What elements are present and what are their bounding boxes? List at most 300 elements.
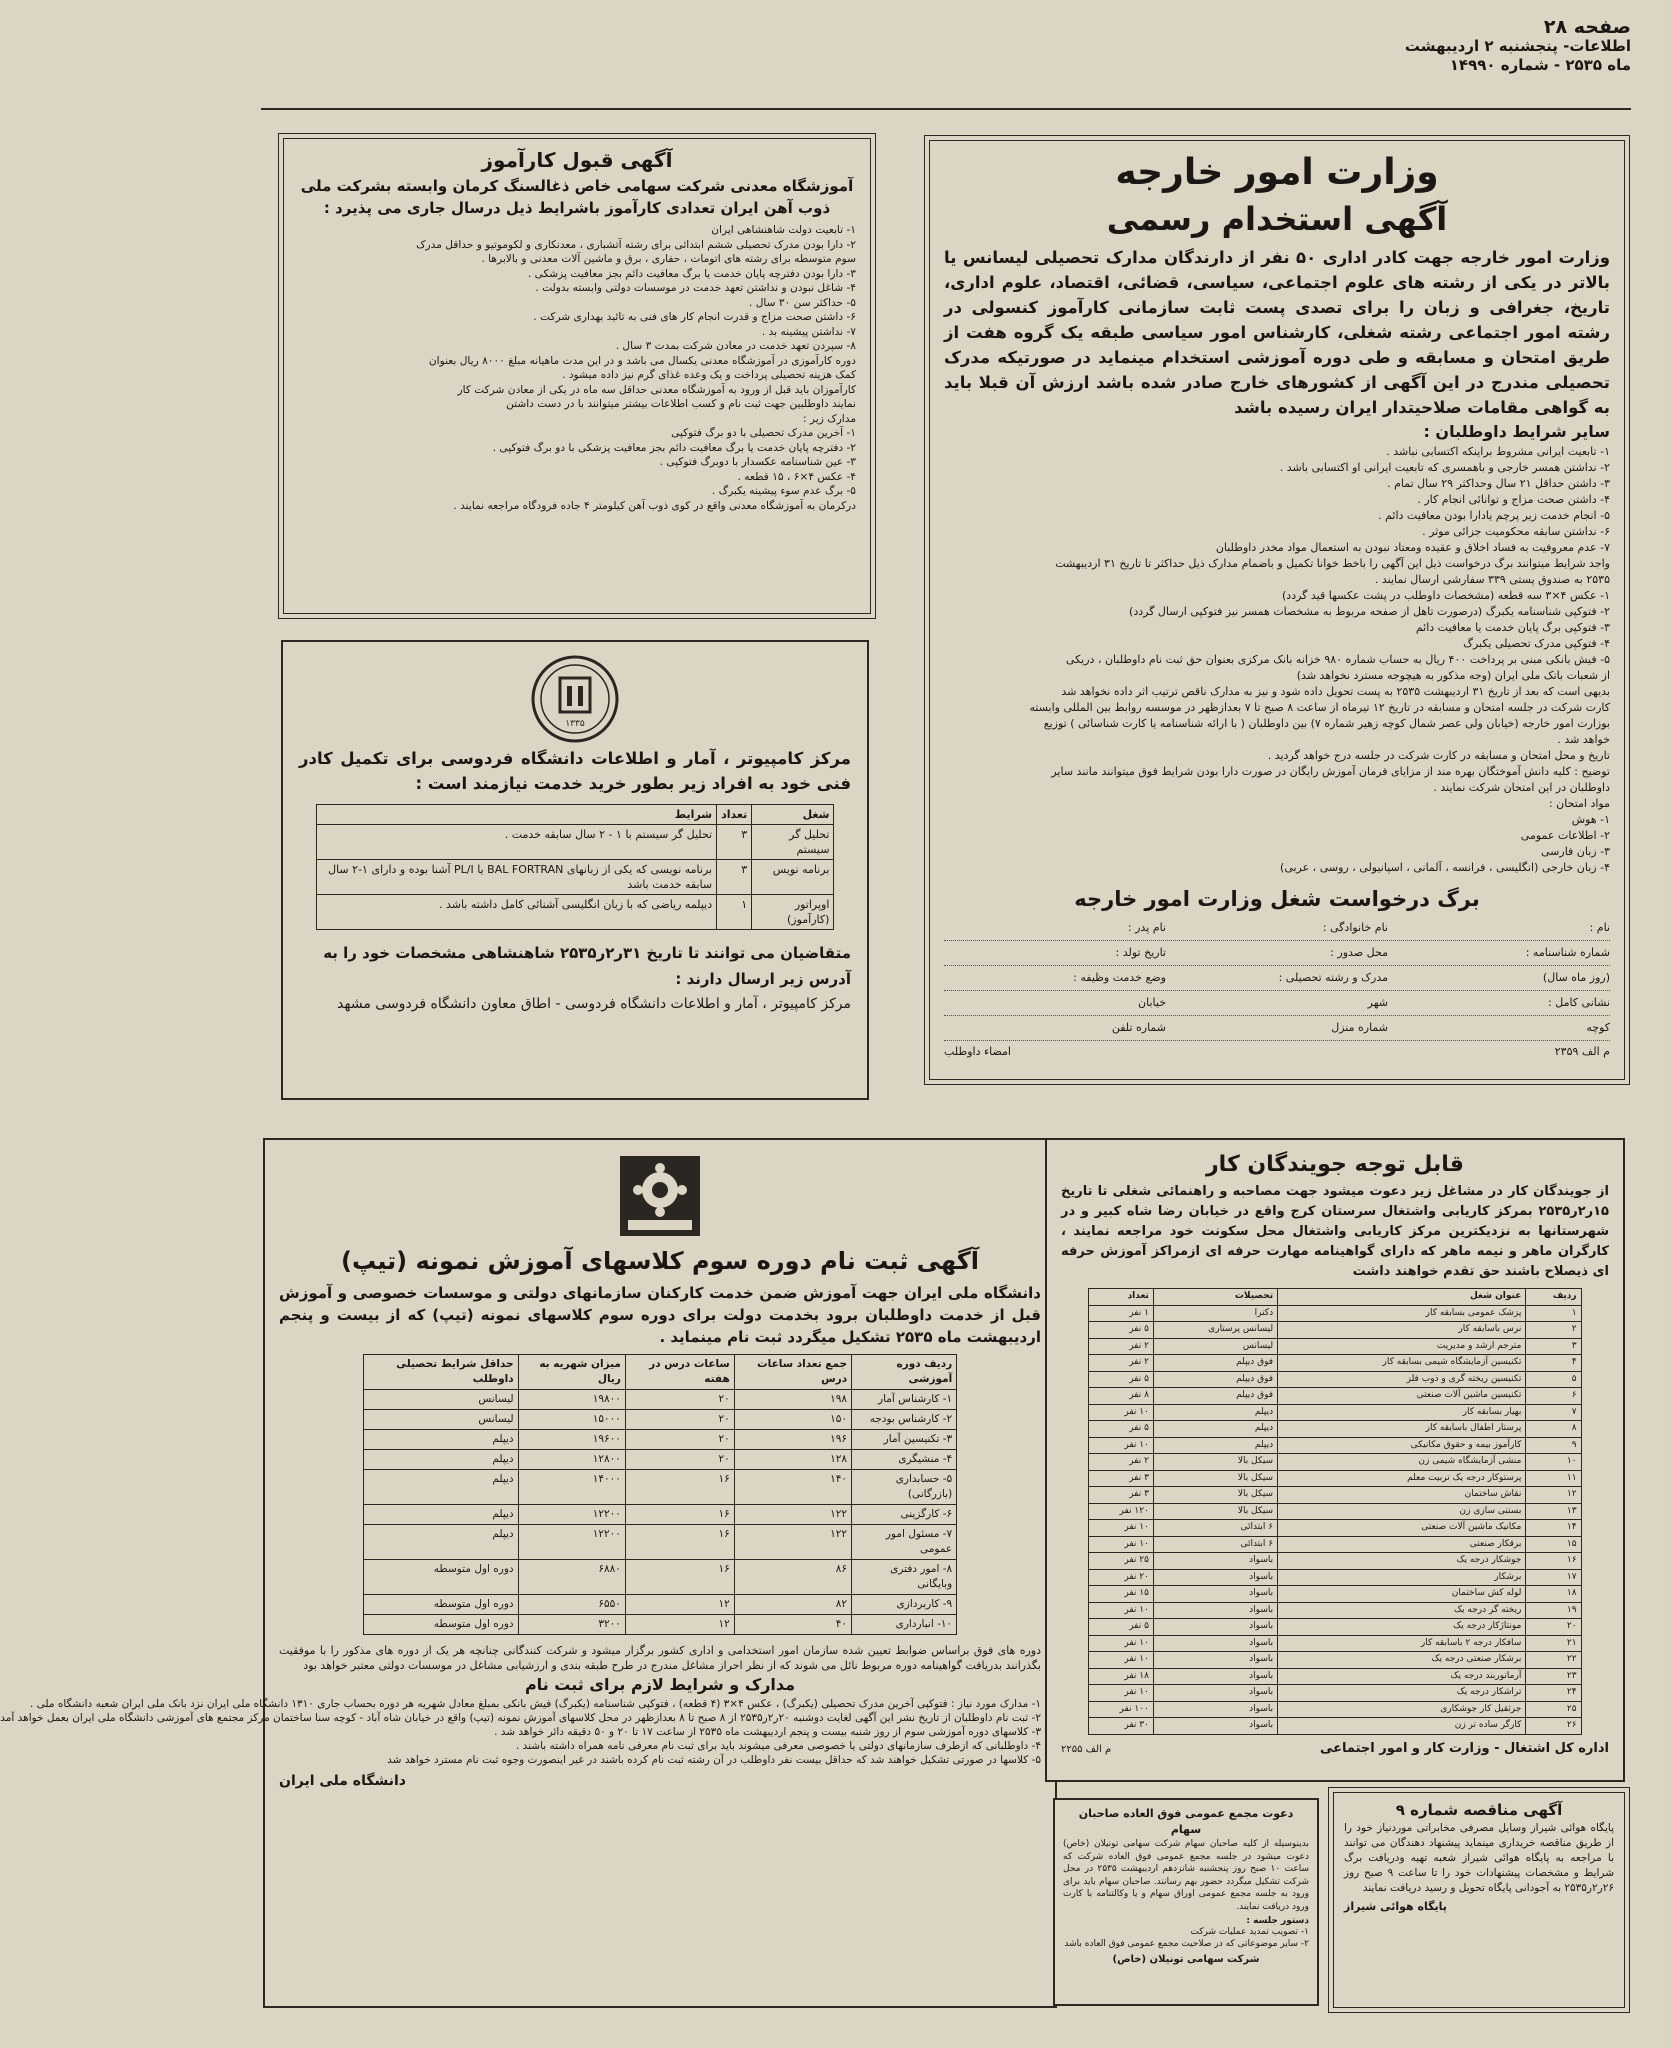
form-field-label: مدرک و رشته تحصیلی : xyxy=(1278,971,1388,984)
table-header-cell: میزان شهریه به ریال xyxy=(518,1355,625,1390)
moe-form-title: برگ درخواست شغل وزارت امور خارجه xyxy=(1074,887,1480,911)
form-row xyxy=(944,966,1610,991)
national-university-ad xyxy=(0,1138,1057,2008)
table-cell: باسواد xyxy=(1153,1685,1277,1702)
apprentice-line: دوره کارآموزی در آموزشگاه معدنی یکسال می باشد و در این مدت ماهیانه مبلغ ۸۰۰۰ ریال بعنوان xyxy=(428,354,856,367)
moe-subtitle: آگهی استخدام رسمی xyxy=(1106,200,1448,238)
table-cell: ۱۸ نفر xyxy=(1089,1668,1154,1685)
form-field-label: نام : xyxy=(1589,921,1610,934)
table-cell: دکترا xyxy=(1153,1305,1277,1322)
table-cell: سیکل بالا xyxy=(1153,1470,1277,1487)
table-cell: ۳ نفر xyxy=(1089,1470,1154,1487)
apprentice-line: ۱- آخرین مدرک تحصیلی با دو برگ فتوکپی xyxy=(671,427,856,439)
table-cell: ۱۶ xyxy=(625,1525,734,1560)
table-cell: سیکل بالا xyxy=(1153,1487,1277,1504)
header-issue: ماه ۲۵۳۵ - شماره ۱۴۹۹۰ xyxy=(1449,56,1631,74)
table-cell: ۳ xyxy=(717,825,752,860)
table-header-cell: شغل xyxy=(752,805,834,825)
apprentice-line: ۲- دفترچه پایان خدمت یا برگ معافیت دائم بجز معافیت پزشکی با دو برگ فتوکپی . xyxy=(492,441,856,454)
table-cell: باسواد xyxy=(1153,1718,1277,1735)
table-cell: پرستوکار درجه یک تربیت معلم xyxy=(1278,1470,1526,1487)
assembly-agenda xyxy=(1063,1926,1309,1950)
natuniv-doc-line: ۴- داوطلبانی که ازطرف سازمانهای دولتی یا خصوصی معرفی میشوند باید برای ثبت نام معرفی نامه همراه داشته باشند . xyxy=(515,1740,1041,1752)
table-cell: باسواد xyxy=(1153,1635,1277,1652)
table-cell: ۶ xyxy=(1526,1388,1581,1405)
moe-condition-line: ۱- عکس ۴×۳ سه قطعه (مشخصات داوطلب در پشت عکسها قید گردد) xyxy=(1282,589,1610,602)
table-cell: برشکار صنعتی درجه یک xyxy=(1278,1652,1526,1669)
moe-condition-line: مواد امتحان : xyxy=(1548,797,1610,810)
table-row xyxy=(363,1470,956,1505)
table-cell: ۶۸۸۰ xyxy=(518,1560,625,1595)
form-row xyxy=(944,916,1610,941)
assembly-title: دعوت مجمع عمومی فوق العاده صاحبان سهام xyxy=(1078,1807,1294,1836)
moe-condition-line: از شعبات بانک ملی ایران (وجه مذکور به هیچوجه مسترد نخواهد شد) xyxy=(1296,669,1610,682)
table-cell: تکنیسین ماشین آلات صنعتی xyxy=(1278,1388,1526,1405)
table-cell: ۱ xyxy=(717,895,752,930)
table-cell: ۱۰ نفر xyxy=(1089,1652,1154,1669)
moe-condition-line: ۲۵۳۵ به صندوق پستی ۳۳۹ سفارشی ارسال نمایند . xyxy=(1374,573,1610,586)
ferdowsi-logo xyxy=(299,652,851,746)
table-row xyxy=(363,1615,956,1635)
table-cell: ۲ نفر xyxy=(1089,1338,1154,1355)
table-cell: دیپلم xyxy=(1153,1421,1277,1438)
table-cell: سیکل بالا xyxy=(1153,1503,1277,1520)
moe-condition-line: ۷- عدم معروفیت به فساد اخلاق و عقیده ومعتاد نبودن به استعمال مواد مخدر داوطلبان xyxy=(1215,541,1610,554)
table-cell: ۲۴ xyxy=(1526,1685,1581,1702)
table-cell: لوله کش ساختمان xyxy=(1278,1586,1526,1603)
natuniv-signature: دانشگاه ملی ایران xyxy=(279,1773,406,1789)
table-cell: ۱۶ xyxy=(625,1505,734,1525)
table-cell: مکانیک ماشین آلات صنعتی xyxy=(1278,1520,1526,1537)
page-header xyxy=(1391,18,1631,75)
table-row xyxy=(1089,1305,1581,1322)
table-row xyxy=(1089,1371,1581,1388)
jobs-title: قابل توجه جویندگان کار xyxy=(1206,1152,1464,1177)
table-cell: بستنی سازی زن xyxy=(1278,1503,1526,1520)
form-field-label: محل صدور : xyxy=(1330,946,1388,959)
table-header-cell: ردیف دوره آموزشی xyxy=(852,1355,957,1390)
moe-form-code: م الف ۲۳۵۹ xyxy=(1554,1045,1610,1058)
table-cell: لیسانس xyxy=(363,1390,518,1410)
form-field-label: تاریخ تولد : xyxy=(1115,946,1166,959)
table-cell: ۳۰ نفر xyxy=(1089,1718,1154,1735)
table-row xyxy=(363,1450,956,1470)
table-cell: ۱۹ xyxy=(1526,1602,1581,1619)
table-row xyxy=(1089,1569,1581,1586)
table-row xyxy=(363,1525,956,1560)
moe-condition-line: ۵- انجام خدمت زیر پرچم یادارا بودن معافیت دائم . xyxy=(1378,509,1610,522)
table-header-cell: تعداد xyxy=(1089,1289,1154,1306)
table-cell: دیپلمه ریاضی که با زبان انگلیسی آشنائی کامل داشته باشد . xyxy=(316,895,717,930)
table-cell: ۸ xyxy=(1526,1421,1581,1438)
table-cell: ۲۱ xyxy=(1526,1635,1581,1652)
table-cell: ۴- منشیگری xyxy=(852,1450,957,1470)
assembly-signature: شرکت سهامی تونیلان (خاص) xyxy=(1112,1954,1260,1965)
table-cell: ۲۰ xyxy=(1526,1619,1581,1636)
form-field-label: شهر xyxy=(1367,996,1388,1009)
apprentice-line: ۷- نداشتن پیشینه بد . xyxy=(761,325,856,338)
table-cell: ۱۰۰ نفر xyxy=(1089,1701,1154,1718)
moe-condition-line: ۵- فیش بانکی مبنی بر پرداخت ۴۰۰ ریال به حساب شماره ۹۸۰ خزانه بانک مرکزی بعنوان حق ثبت نام داوطلبان ، دریکی xyxy=(1065,653,1610,666)
moe-condition-line: ۳- زبان فارسی xyxy=(1541,845,1610,858)
table-cell: باسواد xyxy=(1153,1652,1277,1669)
table-cell: ۱۶ xyxy=(625,1560,734,1595)
moe-condition-line: ۲- فتوکپی شناسنامه یکبرگ (درصورت تاهل از صفحه مربوط به مشخصات همسر نیز فتوکپی ارسال گردد) xyxy=(1129,605,1610,618)
table-cell: دیپلم xyxy=(1153,1437,1277,1454)
table-cell: ۲- کارشناس بودجه xyxy=(852,1410,957,1430)
table-cell: ۴ xyxy=(1526,1355,1581,1372)
table-cell: ۳ xyxy=(717,860,752,895)
ferdowsi-emblem-icon xyxy=(530,654,620,744)
moe-ad xyxy=(929,140,1625,1080)
form-field-label: خیابان xyxy=(1138,996,1166,1009)
form-field-label: شماره شناسنامه : xyxy=(1525,946,1610,959)
natuniv-doc-line: ۲- ثبت نام داوطلبان از تاریخ نشر این آگهی لغایت دوشنبه ۲۰ر۲ر۲۵۳۵ از ۸ صبح تا ۸ بعدازظهر در محل کلاسهای آموزش نمونه (تیپ) واقع در خیابان شاه آباد - کوچه سنا ساختمان مرکز مجتمع های آموزشی دانشگاه ملی ایران بعمل خواهد آمد xyxy=(0,1712,1041,1724)
natuniv-logo xyxy=(279,1148,1041,1244)
table-row xyxy=(1089,1454,1581,1471)
moe-form xyxy=(944,916,1610,1041)
form-row xyxy=(944,941,1610,966)
table-cell: جوشکار درجه یک xyxy=(1278,1553,1526,1570)
table-cell: ۶ ابتدائی xyxy=(1153,1536,1277,1553)
table-header-cell: تحصیلات xyxy=(1153,1289,1277,1306)
table-cell: باسواد xyxy=(1153,1569,1277,1586)
ferdowsi-footer1: متقاضیان می توانند تا تاریخ ۳۱ر۲ر۲۵۳۵ شاهنشاهی مشخصات خود را به آدرس زیر ارسال دارند : xyxy=(323,944,851,988)
table-cell: ۱۲ xyxy=(625,1615,734,1635)
apprentice-line: ۱- تابعیت دولت شاهنشاهی ایران xyxy=(711,224,856,236)
table-cell: ۱۷ xyxy=(1526,1569,1581,1586)
table-row xyxy=(1089,1668,1581,1685)
table-cell: باسواد xyxy=(1153,1602,1277,1619)
table-cell: لیسانس xyxy=(1153,1338,1277,1355)
moe-condition-line: واجد شرایط میتوانند برگ درخواست ذیل این آگهی را باخط خوانا تکمیل و باضمام مدارک ذیل حداکثر تا تاریخ ۳۱ اردیبهشت xyxy=(1055,557,1610,570)
table-row xyxy=(316,860,834,895)
table-cell: ۲۵ xyxy=(1526,1701,1581,1718)
natuniv-note: دوره های فوق براساس ضوابط تعیین شده سازمان امور استخدامی و اداری کشور برگزار میشود و شرکت کنندگانی چنانچه هر یک از دوره های مذکور را با موفقیت بگذرانند بدریافت گواهینامه دوره مربوط نائل می شوند که از نظر احراز مشاغل مندرج در طرح طبقه بندی و ارزشیابی مشاغل در موسسات دولتی معتبر خواهد بود xyxy=(279,1644,1041,1672)
table-cell: ۳۲۰۰ xyxy=(518,1615,625,1635)
table-cell: کارآموز بیمه و حقوق مکانیکی xyxy=(1278,1437,1526,1454)
table-cell: ۵ نفر xyxy=(1089,1619,1154,1636)
assembly-ad xyxy=(1053,1798,1319,2006)
page-number: صفحه ۲۸ xyxy=(1543,16,1631,38)
table-cell: ۱۴۰ xyxy=(734,1470,851,1505)
table-cell: ۲۲ xyxy=(1526,1652,1581,1669)
apprentice-line: سوم متوسطه برای رشته های اتومات ، حفاری ، برق و ماشین آلات معدنی و بالابرها . xyxy=(481,253,856,265)
table-row xyxy=(1089,1487,1581,1504)
natuniv-doc-line: ۳- کلاسهای دوره آموزشی سوم از روز شنبه بیست و پنجم اردیبهشت ماه ۲۵۳۵ از ساعت ۱۷ تا ۲۰ و ۵۰ دقیقه دائر خواهد شد . xyxy=(494,1726,1041,1738)
table-cell: ۷- مسئول امور عمومی xyxy=(852,1525,957,1560)
table-cell: ۶ ابتدائی xyxy=(1153,1520,1277,1537)
table-cell: ۲ نفر xyxy=(1089,1454,1154,1471)
table-cell: لیسانس xyxy=(363,1410,518,1430)
apprentice-line: مدارک زیر : xyxy=(803,412,856,425)
apprentice-ad xyxy=(283,138,871,614)
table-row xyxy=(1089,1718,1581,1735)
apprentice-line: کارآموزان باید قبل از ورود به آموزشگاه معدنی حداقل سه ماه در یکی از معادن شرکت کار xyxy=(457,383,856,396)
table-row xyxy=(1089,1701,1581,1718)
table-cell: ۸- امور دفتری وبایگانی xyxy=(852,1560,957,1595)
table-cell: ۱ xyxy=(1526,1305,1581,1322)
table-cell: تراشکار درجه یک xyxy=(1278,1685,1526,1702)
table-cell: دوره اول متوسطه xyxy=(363,1595,518,1615)
table-cell: ۱۰ نفر xyxy=(1089,1602,1154,1619)
table-cell: جرثقیل کار جوشکاری xyxy=(1278,1701,1526,1718)
table-cell: سافکار درجه ۲ باسابقه کار xyxy=(1278,1635,1526,1652)
form-row xyxy=(944,991,1610,1016)
ferdowsi-footer2: مرکز کامپیوتر ، آمار و اطلاعات دانشگاه فردوسی - اطاق معاون دانشگاه فردوسی مشهد xyxy=(337,996,851,1012)
table-cell: ۱۵ نفر xyxy=(1089,1586,1154,1603)
table-row xyxy=(1089,1322,1581,1339)
apprentice-line: ۸- سپردن تعهد خدمت در معادن شرکت بمدت ۳ سال . xyxy=(615,340,856,352)
table-cell: ۱۰ نفر xyxy=(1089,1536,1154,1553)
table-cell: ۱۱ xyxy=(1526,1470,1581,1487)
assembly-agenda-line: ۲- سایر موضوعاتی که در صلاحیت مجمع عمومی فوق العاده باشد xyxy=(1064,1939,1309,1949)
table-cell: ۱۰ نفر xyxy=(1089,1404,1154,1421)
moe-condition-line: ۲- اطلاعات عمومی xyxy=(1520,829,1610,842)
natuniv-intro: دانشگاه ملی ایران جهت آموزش ضمن خدمت کارکنان سازمانهای دولتی و موسسات خصوصی و آموزش قبل از خدمت داوطلبان برود بخدمت دولت برای دوره سوم کلاسهای نمونه (تیپ) که از بیست و پنجم اردیبهشت ماه ۲۵۳۵ تشکیل میگردد ثبت نام مینماید . xyxy=(279,1284,1041,1346)
table-cell: لیسانس پرستاری xyxy=(1153,1322,1277,1339)
natuniv-doc-line: ۵- کلاسها در صورتی تشکیل خواهند شد که حداقل بیست نفر داوطلب در آن رشته ثبت نام کرده باشند در غیر اینصورت وجوه ثبت نام مسترد خواهد شد xyxy=(387,1754,1041,1766)
table-row xyxy=(1089,1421,1581,1438)
table-cell: برنامه نویس xyxy=(752,860,834,895)
table-cell: ۱۲ xyxy=(1526,1487,1581,1504)
form-field-label: شماره تلفن xyxy=(1111,1021,1166,1034)
moe-condition-line: ۲- نداشتن همسر خارجی و باهمسری که تابعیت ایرانی او اکتسابی باشد . xyxy=(1279,461,1610,474)
table-cell: مترجم ارشد و مدیریت xyxy=(1278,1338,1526,1355)
table-cell: دوره اول متوسطه xyxy=(363,1560,518,1595)
table-header-cell: حداقل شرایط تحصیلی داوطلب xyxy=(363,1355,518,1390)
moe-condition-line: ۴- فتوکپی مدرک تحصیلی یکبرگ xyxy=(1463,637,1610,650)
table-cell: ۱۶ xyxy=(1526,1553,1581,1570)
table-header-cell: عنوان شغل xyxy=(1278,1289,1526,1306)
table-cell: ۲ نفر xyxy=(1089,1355,1154,1372)
apprentice-line: ۳- دارا بودن دفترچه پایان خدمت یا برگ معافیت دائم بجز معافیت پزشکی . xyxy=(527,267,856,280)
table-header-row xyxy=(1089,1289,1581,1306)
jobs-intro: از جویندگان کار در مشاغل زیر دعوت میشود جهت مصاحبه و راهنمائی شغلی تا تاریخ ۱۵ر۲ر۲۵۳۵ بمرکز کاریابی واشتغال سرستان کرج واقع در خیابان رضا شاه کبیر و در شهرستانها به نزدیکترین مرکز کاریابی واشتغال محل سکونت خود مراجعه نمایند ، کارگران ماهر و نیمه ماهر که دارای گواهینامه مهارت حرفه ای ازمراکز آموزش حرفه ای ذیصلاح باشند حق تقدم خواهند داشت xyxy=(1061,1184,1609,1279)
table-cell: ریخته گر درجه یک xyxy=(1278,1602,1526,1619)
table-cell: دیپلم xyxy=(363,1525,518,1560)
natuniv-table xyxy=(363,1354,957,1635)
table-row xyxy=(1089,1437,1581,1454)
table-cell: باسواد xyxy=(1153,1553,1277,1570)
form-field-label: وضع خدمت وظیفه : xyxy=(1073,971,1166,984)
apprentice-line: ۵- برگ عدم سوء پیشینه یکبرگ . xyxy=(711,485,856,497)
table-cell: ۴۰ xyxy=(734,1615,851,1635)
table-cell: ۷ xyxy=(1526,1404,1581,1421)
moe-condition-line: کارت شرکت در جلسه امتحان و مسابقه در تاریخ ۱۲ تیرماه از ساعت ۸ صبح تا ۷ بعدازظهر در موسسه روابط بین المللی وابسته xyxy=(1029,701,1610,714)
table-cell: ۱۸ xyxy=(1526,1586,1581,1603)
apprentice-line: ۳- عین شناسنامه عکسدار با دوبرگ فتوکپی . xyxy=(659,456,856,468)
ferdowsi-ad xyxy=(281,640,869,1100)
header-date: اطلاعات- پنجشنبه ۲ اردیبهشت xyxy=(1404,37,1631,55)
table-cell: تحلیل گر سیستم با ۱ - ۲ سال سابقه خدمت . xyxy=(316,825,717,860)
form-field-label: (روز ماه سال) xyxy=(1542,971,1610,984)
table-cell: برنامه نویسی که یکی از زبانهای BAL FORTRAN یا PL/I آشنا بوده و دارای ۱-۲ سال سابقه خدمت باشد xyxy=(316,860,717,895)
table-cell: دیپلم xyxy=(363,1470,518,1505)
natuniv-emblem-icon xyxy=(618,1154,702,1238)
table-row xyxy=(1089,1520,1581,1537)
table-cell: ۱۲ xyxy=(625,1595,734,1615)
table-cell: دیپلم xyxy=(363,1505,518,1525)
tender-body: پایگاه هوائی شیراز وسایل مصرفی مخابراتی موردنیاز خود را از طریق مناقصه خریداری مینماید پیشنهاد دهندگان می توانند با مراجعه به پایگاه هوائی شیراز شعبه تهیه ودریافت برگ شرایط و مشخصات پیشنهادات خود را تا ساعت ۹ صبح روز ۲۶ر۲ر۲۵۳۵ به آجودانی پایگاه تحویل و رسید دریافت نمایند xyxy=(1344,1822,1614,1894)
table-cell: ۵ نفر xyxy=(1089,1371,1154,1388)
table-row xyxy=(363,1410,956,1430)
table-cell: باسواد xyxy=(1153,1668,1277,1685)
apprentice-items xyxy=(298,223,856,513)
table-cell: ۸۶ xyxy=(734,1560,851,1595)
moe-cond-title: سایر شرایط داوطلبان : xyxy=(1423,422,1610,441)
natuniv-docs-title: مدارک و شرایط لازم برای ثبت نام xyxy=(524,1675,796,1694)
jobs-signature: اداره کل اشتغال - وزارت کار و امور اجتماعی xyxy=(1319,1740,1609,1756)
moe-condition-line: ۴- زبان خارجی (انگلیسی ، فرانسه ، آلمانی ، اسپانیولی ، روسی ، عربی) xyxy=(1280,861,1610,874)
table-cell: برشکار xyxy=(1278,1569,1526,1586)
table-header-cell: ساعات درس در هفته xyxy=(625,1355,734,1390)
table-row xyxy=(1089,1685,1581,1702)
table-row xyxy=(1089,1635,1581,1652)
table-cell: ۱۰ نفر xyxy=(1089,1520,1154,1537)
header-rule xyxy=(261,108,1631,110)
table-row xyxy=(1089,1404,1581,1421)
table-cell: تحلیل گر سیستم xyxy=(752,825,834,860)
table-cell: فوق دیپلم xyxy=(1153,1371,1277,1388)
form-field-label: کوچه xyxy=(1586,1021,1610,1034)
table-row xyxy=(1089,1536,1581,1553)
apprentice-line: ۲- دارا بودن مدرک تحصیلی ششم ابتدائی برای رشته آتشباری ، معدنکاری و لکوموتیو و حداقل مدرک xyxy=(416,238,856,251)
table-cell: فوق دیپلم xyxy=(1153,1388,1277,1405)
table-cell: ۳ xyxy=(1526,1338,1581,1355)
form-field-label: نام پدر : xyxy=(1127,921,1166,934)
moe-condition-line: ۴- داشتن صحت مزاج و توانائی انجام کار . xyxy=(1417,493,1610,506)
tender-ad xyxy=(1333,1792,1625,2008)
table-cell: دیپلم xyxy=(1153,1404,1277,1421)
table-cell: ۲۳ xyxy=(1526,1668,1581,1685)
table-row xyxy=(1089,1602,1581,1619)
job-seekers-ad xyxy=(1045,1138,1625,1782)
table-cell: ۲۵ نفر xyxy=(1089,1553,1154,1570)
table-cell: ۹- کاربردازی xyxy=(852,1595,957,1615)
table-cell: ۳- تکنیسین آمار xyxy=(852,1430,957,1450)
table-cell: مونتاژکار درجه یک xyxy=(1278,1619,1526,1636)
table-cell: ۱ نفر xyxy=(1089,1305,1154,1322)
table-cell: بهیار بسابقه کار xyxy=(1278,1404,1526,1421)
table-cell: کارگر ساده تر زن xyxy=(1278,1718,1526,1735)
table-cell: ۹ xyxy=(1526,1437,1581,1454)
table-cell: ۶۵۵۰ xyxy=(518,1595,625,1615)
apprentice-line: نمایند داوطلبین جهت ثبت نام و کسب اطلاعات بیشتر میتوانند با در دست داشتن xyxy=(506,398,856,410)
jobs-table xyxy=(1088,1288,1581,1735)
table-cell: باسواد xyxy=(1153,1701,1277,1718)
apprentice-title: آگهی قبول کارآموز xyxy=(481,148,673,172)
table-cell: ۶- کارگزینی xyxy=(852,1505,957,1525)
moe-condition-line: ۶- نداشتن سابقه محکومیت جزائی موثر . xyxy=(1422,525,1610,538)
moe-condition-line: خواهد شد . xyxy=(1557,733,1610,746)
table-cell: ۲۰ xyxy=(625,1450,734,1470)
table-cell: ۱۲۲ xyxy=(734,1505,851,1525)
table-cell: ۱۹۸۰۰ xyxy=(518,1390,625,1410)
table-header-row xyxy=(363,1355,956,1390)
natuniv-doc-line: ۱- مدارک مورد نیاز : فتوکپی آخرین مدرک تحصیلی (یکبرگ) ، عکس ۴×۳ (۴ قطعه) ، فتوکپی شناسنامه (یکبرگ) فیش بانکی بمبلغ معادل شهریه هر دوره بحساب جاری ۱۳۱۰ دانشگاه ملی ایران نزد بانک ملی ایران شعبه دانشگاه ملی . xyxy=(29,1698,1041,1710)
table-cell: برقکار صنعتی xyxy=(1278,1536,1526,1553)
moe-condition-line: ۳- داشتن حداقل ۲۱ سال وحداکثر ۲۹ سال تمام . xyxy=(1387,477,1610,490)
ferdowsi-title: مرکز کامپیوتر ، آمار و اطلاعات دانشگاه فردوسی برای تکمیل کادر فنی خود به افراد زیر بطور خرید خدمت نیازمند است : xyxy=(299,749,851,793)
table-cell: ۱۹۶۰۰ xyxy=(518,1430,625,1450)
apprentice-line: ۵- حداکثر سن ۳۰ سال . xyxy=(748,296,856,309)
tender-title: آگهی مناقصه شماره ۹ xyxy=(1395,1801,1563,1819)
apprentice-line: ۶- داشتن صحت مزاج و قدرت انجام کار های فنی به تائید بهداری شرکت . xyxy=(533,311,856,323)
table-row xyxy=(316,825,834,860)
table-cell: ۱۰ نفر xyxy=(1089,1437,1154,1454)
table-row xyxy=(1089,1553,1581,1570)
table-cell: ۱- کارشناس آمار xyxy=(852,1390,957,1410)
table-cell: ۵ xyxy=(1526,1371,1581,1388)
moe-conditions xyxy=(944,444,1610,876)
table-row xyxy=(1089,1619,1581,1636)
table-row xyxy=(1089,1355,1581,1372)
table-cell: فوق دیپلم xyxy=(1153,1355,1277,1372)
table-header-cell: تعداد xyxy=(717,805,752,825)
table-cell: ۱۲۲۰۰ xyxy=(518,1505,625,1525)
form-field-label: نام خانوادگی : xyxy=(1322,921,1388,934)
table-cell: ۳ نفر xyxy=(1089,1487,1154,1504)
table-cell: نرس باسابقه کار xyxy=(1278,1322,1526,1339)
apprentice-line: ۴- شاغل نبودن و نداشتن تعهد خدمت در موسسات دولتی وابسته بدولت . xyxy=(535,282,856,294)
table-row xyxy=(1089,1470,1581,1487)
moe-condition-line: بوزارت امور خارجه (خیابان ولی عصر شمال کوچه زهیر شماره ۷) بین داوطلبان ( با ارائه شناسنامه یا کارت شناسائی ) توزیع xyxy=(1043,717,1610,730)
table-cell: ۱۶ xyxy=(625,1470,734,1505)
table-row xyxy=(363,1595,956,1615)
table-cell: تکنیسین آزمایشگاه شیمی بسابقه کار xyxy=(1278,1355,1526,1372)
table-cell: ۱۲۲۰۰ xyxy=(518,1525,625,1560)
table-cell: اوپراتور (کارآموز) xyxy=(752,895,834,930)
table-cell: دوره اول متوسطه xyxy=(363,1615,518,1635)
table-header-cell: جمع تعداد ساعات درس xyxy=(734,1355,851,1390)
moe-condition-line: داوطلبان در این امتحان شرکت نمایند . xyxy=(1433,781,1610,794)
table-cell: ۱۴ xyxy=(1526,1520,1581,1537)
table-cell: پزشک عمومی بسابقه کار xyxy=(1278,1305,1526,1322)
table-row xyxy=(1089,1503,1581,1520)
tender-signature: پایگاه هوائی شیراز xyxy=(1344,1900,1447,1913)
moe-condition-line: تاریخ و محل امتحان و مسابقه در کارت شرکت در جلسه درج خواهد گردید . xyxy=(1267,749,1610,762)
table-row xyxy=(1089,1338,1581,1355)
table-cell: تکنیسین ریخته گری و ذوب فلز xyxy=(1278,1371,1526,1388)
table-cell: ۲۰ xyxy=(625,1410,734,1430)
natuniv-title: آگهی ثبت نام دوره سوم کلاسهای آموزش نمونه (تیپ) xyxy=(340,1247,979,1275)
assembly-agenda-title: دستور جلسه : xyxy=(1246,1916,1309,1926)
table-cell: ۱۳ xyxy=(1526,1503,1581,1520)
table-row xyxy=(363,1560,956,1595)
apprentice-line: درکرمان به آموزشگاه معدنی واقع در کوی ذوب آهن کیلومتر ۴ جاده فرودگاه مراجعه نمایند . xyxy=(453,499,856,512)
table-cell: ۱۰ نفر xyxy=(1089,1685,1154,1702)
jobs-code: م الف ۲۲۵۵ xyxy=(1061,1743,1112,1755)
moe-title: وزارت امور خارجه xyxy=(1115,152,1439,193)
table-cell: ۱۰- انبارداری xyxy=(852,1615,957,1635)
table-row xyxy=(363,1430,956,1450)
table-cell: ۵- حسابداری (بازرگانی) xyxy=(852,1470,957,1505)
apprentice-line: کمک هزینه تحصیلی پرداخت و یک وعده غذای گرم نیز داده میشود . xyxy=(562,369,856,381)
table-cell: نقاش ساختمان xyxy=(1278,1487,1526,1504)
table-cell: ۵ نفر xyxy=(1089,1322,1154,1339)
table-row xyxy=(363,1390,956,1410)
table-cell: باسواد xyxy=(1153,1586,1277,1603)
table-cell: ۲ xyxy=(1526,1322,1581,1339)
table-cell: ۱۹۶ xyxy=(734,1430,851,1450)
table-cell: ۱۵۰۰۰ xyxy=(518,1410,625,1430)
table-cell: ۵ نفر xyxy=(1089,1421,1154,1438)
assembly-agenda-line: ۱- تصویب تمدید عملیات شرکت xyxy=(1190,1927,1309,1937)
table-cell: ۱۰ نفر xyxy=(1089,1635,1154,1652)
table-cell: ۱۲۸۰۰ xyxy=(518,1450,625,1470)
table-cell: ۱۵۰ xyxy=(734,1410,851,1430)
